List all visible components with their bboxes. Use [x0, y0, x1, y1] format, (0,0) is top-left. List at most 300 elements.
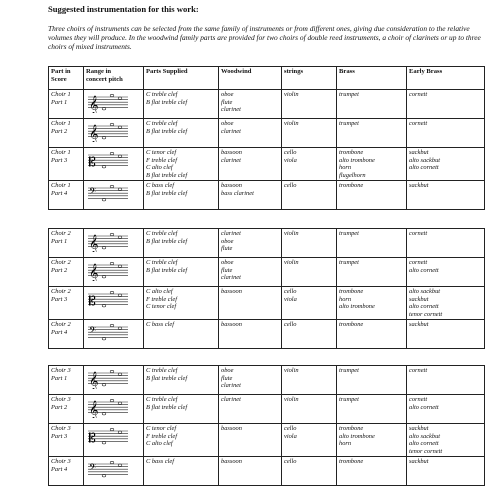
cell-line: B flat treble clef: [146, 127, 188, 135]
range-cell: [84, 424, 144, 457]
part-cell: [49, 424, 84, 457]
cell-line: Choir 2: [51, 288, 71, 295]
cell-line: Choir 1: [51, 149, 71, 156]
cell-line: cornett: [409, 230, 428, 237]
cell-line: violin: [284, 367, 299, 374]
cell-line: cello: [284, 149, 297, 156]
cell-line: sackbut: [409, 425, 429, 432]
range-cell: [84, 457, 144, 486]
cell-line: C treble clef: [146, 120, 178, 127]
cell-line: Choir 1: [51, 91, 71, 98]
note-head: [118, 155, 122, 157]
cell-line: trumpet: [339, 396, 359, 403]
cell-line: C alto clef: [146, 440, 173, 448]
range-cell: [84, 287, 144, 320]
woodwind-cell: [219, 119, 282, 148]
cell-line: C treble clef: [146, 91, 178, 98]
range-cell: [84, 366, 144, 395]
note-head: [102, 166, 106, 168]
cell-line: B flat treble clef: [146, 266, 188, 274]
brass-cell: [337, 119, 407, 148]
page-title: Suggested instrumentation for this work:: [48, 4, 199, 14]
strings-cell: [282, 181, 337, 210]
cell-line: B flat treble clef: [146, 171, 188, 179]
cell-line: Part 1: [51, 374, 68, 382]
cell-line: bassoon: [221, 288, 242, 295]
cell-line: B flat treble clef: [146, 189, 188, 197]
cell-line: horn: [339, 440, 352, 448]
range-cell: [84, 119, 144, 148]
cell-line: clarinet: [221, 156, 241, 164]
range-staff-bass: [86, 458, 130, 480]
cell-line: Choir 2: [51, 321, 71, 329]
cell-line: C bass clef: [146, 458, 175, 466]
choir-table-2: [48, 228, 485, 349]
cell-line: clarinet: [221, 274, 241, 282]
cell-line: B flat treble clef: [146, 403, 188, 411]
part-cell: [49, 320, 84, 349]
cell-line: violin: [284, 259, 299, 266]
alto-clef-icon: 𝄡: [89, 155, 96, 169]
note-head: [110, 325, 114, 327]
range-staff-treble: [86, 259, 130, 281]
strings-cell: [282, 90, 337, 119]
note-head: [110, 428, 114, 430]
cell-line: C alto clef: [146, 164, 173, 172]
cell-line: B flat treble clef: [146, 374, 188, 382]
header-range: [84, 67, 144, 90]
table-row: [49, 287, 485, 320]
note-head: [102, 413, 106, 415]
cell-line: cello: [284, 321, 297, 329]
cell-line: Range in: [86, 68, 112, 75]
cell-line: clarinet: [221, 230, 241, 237]
treble-clef-icon: 𝄞: [89, 234, 99, 252]
note-head: [110, 399, 114, 401]
early-brass-cell: [407, 287, 485, 320]
cell-line: Part 4: [51, 328, 68, 336]
treble-clef-icon: 𝄞: [89, 263, 99, 281]
table-row: [49, 90, 485, 119]
cell-line: violin: [284, 230, 299, 237]
cell-line: Part 2: [51, 266, 68, 274]
early-brass-cell: [407, 90, 485, 119]
note-head: [102, 247, 106, 249]
early-brass-cell: [407, 148, 485, 181]
brass-cell: [337, 424, 407, 457]
parts-supplied-cell: [144, 424, 219, 457]
range-staff-bass: [86, 182, 130, 204]
cell-line: flugelhorn: [339, 171, 366, 179]
table-row: [49, 229, 485, 258]
cell-line: F treble clef: [146, 295, 177, 303]
header-woodwind: Woodwind: [219, 67, 282, 90]
cell-line: alto cornett: [409, 164, 439, 172]
cell-line: concert pitch: [86, 75, 123, 83]
range-cell: [84, 258, 144, 287]
cell-line: trumpet: [339, 120, 359, 127]
cell-line: flute: [221, 98, 233, 106]
table-row: [49, 320, 485, 349]
bass-clef-icon: 𝄢: [89, 462, 97, 476]
cell-line: C tenor clef: [146, 303, 177, 311]
cell-line: trombone: [339, 149, 364, 156]
range-staff-alto: [86, 288, 130, 310]
alto-clef-icon: 𝄡: [89, 431, 96, 445]
choir-table-1: [48, 66, 485, 210]
cell-line: clarinet: [221, 127, 241, 135]
cell-line: C alto clef: [146, 288, 173, 295]
cell-line: alto sackbut: [409, 156, 441, 164]
cell-line: Choir 3: [51, 458, 71, 466]
note-head: [118, 294, 122, 296]
note-head: [118, 431, 122, 433]
part-cell: [49, 90, 84, 119]
range-cell: [84, 320, 144, 349]
treble-clef-icon: 𝄞: [89, 95, 99, 113]
strings-cell: [282, 395, 337, 424]
strings-cell: [282, 287, 337, 320]
cell-line: Part 1: [51, 237, 68, 245]
cell-line: viola: [284, 156, 297, 164]
cell-line: flute: [221, 245, 233, 253]
cell-line: trumpet: [339, 259, 359, 266]
parts-supplied-cell: [144, 148, 219, 181]
cell-line: bassoon: [221, 425, 242, 432]
cell-line: cornett: [409, 259, 428, 266]
cell-line: Choir 3: [51, 425, 71, 432]
treble-clef-icon: 𝄞: [89, 371, 99, 389]
cell-line: oboe: [221, 367, 234, 374]
cell-line: flute: [221, 266, 233, 274]
cell-line: oboe: [221, 259, 234, 266]
note-head: [110, 370, 114, 372]
cell-line: cornett: [409, 120, 428, 127]
parts-supplied-cell: [144, 457, 219, 486]
woodwind-cell: [219, 395, 282, 424]
cell-line: tenor cornett: [409, 310, 443, 318]
cell-line: violin: [284, 120, 299, 127]
cell-line: sackbut: [409, 458, 429, 466]
note-head: [118, 265, 122, 267]
cell-line: horn: [339, 295, 352, 303]
cell-line: cornett: [409, 367, 428, 374]
cell-line: Choir 2: [51, 230, 71, 237]
part-cell: [49, 119, 84, 148]
strings-cell: [282, 119, 337, 148]
note-head: [110, 462, 114, 464]
cell-line: sackbut: [409, 182, 429, 190]
brass-cell: [337, 287, 407, 320]
note-head: [110, 233, 114, 235]
cell-line: C bass clef: [146, 321, 175, 329]
strings-cell: [282, 148, 337, 181]
table-row: [49, 119, 485, 148]
table-row: [49, 258, 485, 287]
woodwind-cell: [219, 148, 282, 181]
cell-line: Choir 1: [51, 182, 71, 190]
bass-clef-icon: 𝄢: [89, 325, 97, 339]
table-row: [49, 148, 485, 181]
cell-line: tenor cornett: [409, 447, 443, 455]
cell-line: trumpet: [339, 367, 359, 374]
brass-cell: [337, 395, 407, 424]
cell-line: Part 3: [51, 432, 68, 440]
cell-line: alto trombone: [339, 156, 375, 164]
brass-cell: [337, 90, 407, 119]
range-staff-treble: [86, 367, 130, 389]
cell-line: Choir 1: [51, 120, 71, 127]
cell-line: Part 1: [51, 98, 68, 106]
cell-line: trumpet: [339, 230, 359, 237]
cell-line: oboe: [221, 91, 234, 98]
woodwind-cell: [219, 287, 282, 320]
bass-clef-icon: 𝄢: [89, 186, 97, 200]
part-cell: [49, 258, 84, 287]
woodwind-cell: [219, 258, 282, 287]
note-head: [118, 97, 122, 99]
note-head: [118, 373, 122, 375]
woodwind-cell: [219, 90, 282, 119]
woodwind-cell: [219, 229, 282, 258]
cell-line: bassoon: [221, 458, 242, 466]
brass-cell: [337, 457, 407, 486]
note-head: [102, 475, 106, 477]
parts-supplied-cell: [144, 119, 219, 148]
early-brass-cell: [407, 229, 485, 258]
cell-line: C treble clef: [146, 230, 178, 237]
cell-line: cello: [284, 288, 297, 295]
early-brass-cell: [407, 320, 485, 349]
cell-line: C tenor clef: [146, 425, 177, 432]
early-brass-cell: [407, 366, 485, 395]
header-row: [49, 67, 485, 90]
brass-cell: [337, 229, 407, 258]
woodwind-cell: [219, 366, 282, 395]
cell-line: Part 2: [51, 127, 68, 135]
note-head: [102, 442, 106, 444]
note-head: [102, 137, 106, 139]
parts-supplied-cell: [144, 366, 219, 395]
cell-line: alto cornett: [409, 266, 439, 274]
cell-line: alto cornett: [409, 403, 439, 411]
part-cell: [49, 287, 84, 320]
note-head: [102, 276, 106, 278]
part-cell: [49, 366, 84, 395]
early-brass-cell: [407, 119, 485, 148]
note-head: [110, 123, 114, 125]
range-staff-bass: [86, 321, 130, 343]
cell-line: alto sackbut: [409, 432, 441, 440]
cell-line: sackbut: [409, 149, 429, 156]
cell-line: flute: [221, 374, 233, 382]
cell-line: bassoon: [221, 182, 242, 190]
header-strings: strings: [282, 67, 337, 90]
cell-line: Choir 3: [51, 396, 71, 403]
cell-line: cello: [284, 182, 297, 190]
cell-line: alto trombone: [339, 303, 375, 311]
early-brass-cell: [407, 181, 485, 210]
header-early-brass: Early Brass: [407, 67, 485, 90]
note-head: [118, 126, 122, 128]
early-brass-cell: [407, 395, 485, 424]
cell-line: Part 2: [51, 403, 68, 411]
range-cell: [84, 90, 144, 119]
cell-line: Part 4: [51, 189, 68, 197]
cell-line: C treble clef: [146, 367, 178, 374]
cell-line: clarinet: [221, 106, 241, 114]
cell-line: bassoon: [221, 321, 242, 329]
cell-line: alto cornett: [409, 303, 439, 311]
part-cell: [49, 457, 84, 486]
brass-cell: [337, 320, 407, 349]
strings-cell: [282, 258, 337, 287]
range-staff-treble: [86, 396, 130, 418]
early-brass-cell: [407, 258, 485, 287]
header-part: [49, 67, 84, 90]
note-head: [110, 186, 114, 188]
cell-line: F treble clef: [146, 432, 177, 440]
cell-line: viola: [284, 432, 297, 440]
cell-line: viola: [284, 295, 297, 303]
cell-line: C treble clef: [146, 259, 178, 266]
strings-cell: [282, 229, 337, 258]
note-head: [118, 327, 122, 329]
part-cell: [49, 395, 84, 424]
cell-line: Part 3: [51, 295, 68, 303]
cell-line: C bass clef: [146, 182, 175, 190]
cell-line: clarinet: [221, 382, 241, 390]
cell-line: trombone: [339, 288, 364, 295]
table-row: [49, 181, 485, 210]
cell-line: Part in: [51, 68, 71, 75]
note-head: [102, 305, 106, 307]
range-cell: [84, 181, 144, 210]
strings-cell: [282, 366, 337, 395]
part-cell: [49, 148, 84, 181]
part-cell: [49, 181, 84, 210]
cell-line: cornett: [409, 91, 428, 98]
note-head: [110, 262, 114, 264]
range-staff-treble: [86, 120, 130, 142]
cell-line: trombone: [339, 425, 364, 432]
strings-cell: [282, 320, 337, 349]
cell-line: Choir 3: [51, 367, 71, 374]
note-head: [110, 152, 114, 154]
brass-cell: [337, 258, 407, 287]
cell-line: B flat treble clef: [146, 98, 188, 106]
cell-line: cello: [284, 458, 297, 466]
treble-clef-icon: 𝄞: [89, 400, 99, 418]
note-head: [118, 402, 122, 404]
cell-line: bass clarinet: [221, 189, 254, 197]
brass-cell: [337, 181, 407, 210]
parts-supplied-cell: [144, 320, 219, 349]
cell-line: violin: [284, 396, 299, 403]
cell-line: sackbut: [409, 295, 429, 303]
note-head: [102, 199, 106, 201]
alto-clef-icon: 𝄡: [89, 294, 96, 308]
cell-line: F treble clef: [146, 156, 177, 164]
header-brass: Brass: [337, 67, 407, 90]
range-staff-treble: [86, 230, 130, 252]
cell-line: sackbut: [409, 321, 429, 329]
strings-cell: [282, 424, 337, 457]
brass-cell: [337, 148, 407, 181]
cell-line: Part 4: [51, 465, 68, 473]
header-parts-supplied: Parts Supplied: [144, 67, 219, 90]
cell-line: bassoon: [221, 149, 242, 156]
cell-line: horn: [339, 164, 352, 172]
parts-supplied-cell: [144, 181, 219, 210]
note-head: [118, 464, 122, 466]
table-row: [49, 424, 485, 457]
range-cell: [84, 395, 144, 424]
cell-line: C tenor clef: [146, 149, 177, 156]
note-head: [102, 338, 106, 340]
cell-line: violin: [284, 91, 299, 98]
note-head: [102, 384, 106, 386]
woodwind-cell: [219, 181, 282, 210]
parts-supplied-cell: [144, 287, 219, 320]
woodwind-cell: [219, 457, 282, 486]
early-brass-cell: [407, 457, 485, 486]
cell-line: oboe: [221, 237, 234, 245]
note-head: [118, 188, 122, 190]
cell-line: cornett: [409, 396, 428, 403]
parts-supplied-cell: [144, 90, 219, 119]
note-head: [110, 291, 114, 293]
cell-line: B flat treble clef: [146, 237, 188, 245]
cell-line: oboe: [221, 120, 234, 127]
woodwind-cell: [219, 424, 282, 457]
range-staff-treble: [86, 91, 130, 113]
intro-paragraph: Three choirs of instruments can be selected from the same family of instruments or from different ones, giving due consideration to the relative volumes they will produce. In the woodwind family parts are provided for two choirs of double reed instruments, a choir of clarinets or up to three choirs of mixed instruments.: [48, 24, 481, 52]
table-row: [49, 366, 485, 395]
cell-line: Part 3: [51, 156, 68, 164]
strings-cell: [282, 457, 337, 486]
range-cell: [84, 148, 144, 181]
cell-line: trumpet: [339, 91, 359, 98]
part-cell: [49, 229, 84, 258]
choir-table-3: [48, 365, 485, 486]
treble-clef-icon: 𝄞: [89, 124, 99, 142]
cell-line: alto trombone: [339, 432, 375, 440]
range-cell: [84, 229, 144, 258]
parts-supplied-cell: [144, 229, 219, 258]
note-head: [118, 236, 122, 238]
range-staff-alto: [86, 425, 130, 447]
cell-line: trombone: [339, 182, 364, 190]
cell-line: alto cornett: [409, 440, 439, 448]
early-brass-cell: [407, 424, 485, 457]
cell-line: cello: [284, 425, 297, 432]
cell-line: trombone: [339, 458, 364, 466]
cell-line: Choir 2: [51, 259, 71, 266]
cell-line: alto sackbut: [409, 288, 441, 295]
woodwind-cell: [219, 320, 282, 349]
range-staff-alto: [86, 149, 130, 171]
cell-line: Score: [51, 75, 67, 83]
cell-line: trombone: [339, 321, 364, 329]
parts-supplied-cell: [144, 395, 219, 424]
parts-supplied-cell: [144, 258, 219, 287]
table-row: [49, 457, 485, 486]
note-head: [110, 94, 114, 96]
brass-cell: [337, 366, 407, 395]
table-row: [49, 395, 485, 424]
cell-line: C treble clef: [146, 396, 178, 403]
